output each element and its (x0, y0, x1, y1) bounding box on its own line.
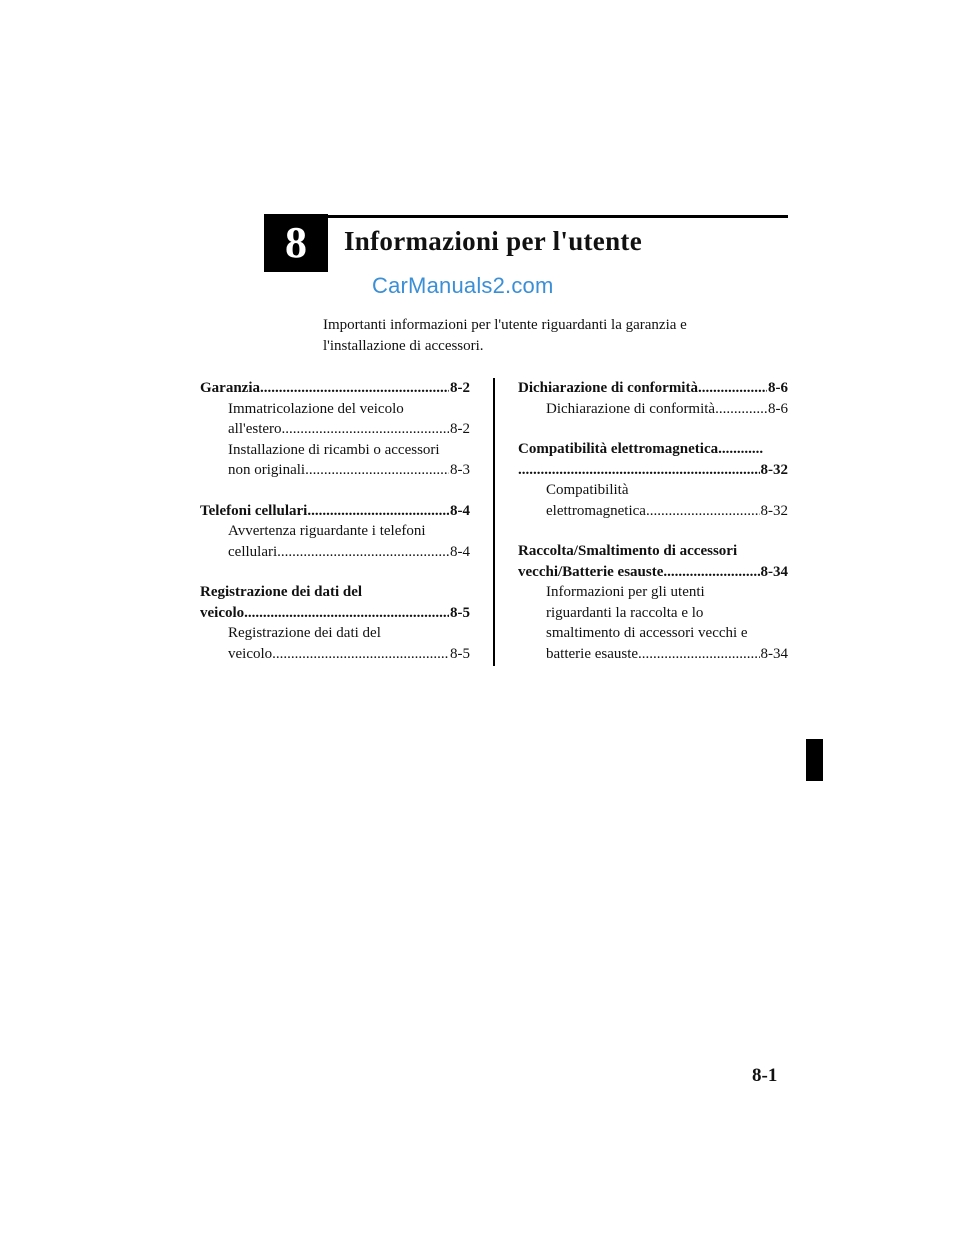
toc-page: 8-5 (450, 645, 470, 662)
toc-page: 8-2 (450, 421, 470, 437)
toc-entry-avvertenza[interactable]: Avvertenza riguardante i telefoni cellulari ..... 8-4 (200, 521, 470, 562)
page-number: 8-1 (752, 1065, 778, 1086)
toc-section-compatibilita[interactable]: Compatibilità elettromagnetica............ ..... 8-32 (518, 439, 788, 480)
toc-entry-immatricolazione[interactable]: Immatricolazione del veicolo all'estero ..... 8-2 (200, 399, 470, 440)
toc-section-dichiarazione[interactable] (518, 378, 788, 399)
toc-page: 8-34 (760, 563, 788, 580)
toc-section-title: Dichiarazione di conformità (518, 380, 698, 396)
watermark-text: CarManuals2.com (372, 273, 554, 298)
chapter-thumb-tab (806, 739, 823, 781)
intro-line-2: l'installazione di accessori. (323, 338, 484, 354)
toc-section-registrazione[interactable]: Registrazione dei dati del veicolo ..... 8-5 (200, 582, 470, 623)
chapter-rule (328, 215, 788, 218)
toc-left-column (200, 378, 470, 664)
toc-page: 8-32 (760, 461, 788, 478)
toc-entry-installazione[interactable]: Installazione di ricambi o accessori non originali ..... 8-3 (200, 440, 470, 481)
toc-section-raccolta[interactable]: Raccolta/Smaltimento di accessori vecchi/Batterie esauste ..... 8-34 (518, 541, 788, 582)
column-separator (493, 378, 495, 666)
toc-entry-registrazione[interactable]: Registrazione dei dati del veicolo ..... 8-5 (200, 623, 470, 664)
toc-section-title: Telefoni cellulari (200, 502, 308, 519)
toc-section-garanzia[interactable] (200, 378, 470, 399)
chapter-title: Informazioni per l'utente (344, 226, 642, 256)
toc-page: 8-2 (450, 380, 470, 396)
chapter-intro (323, 315, 783, 357)
toc-page: 8-6 (768, 380, 788, 396)
toc-page: 8-5 (450, 604, 470, 621)
toc-section-title: Garanzia (200, 380, 260, 396)
toc-page: 8-4 (450, 543, 470, 560)
chapter-number-box: 8 (264, 214, 328, 272)
toc-entry-compatibilita[interactable]: Compatibilità elettromagnetica ..... 8-32 (518, 480, 788, 521)
toc-entry-informazioni[interactable]: Informazioni per gli utenti riguardanti la raccolta e lo smaltimento di accessori vecchi e batterie esauste ..... 8-34 (518, 582, 788, 664)
toc-right-column (518, 378, 788, 664)
toc-page: 8-4 (450, 502, 470, 519)
toc-entry-dichiarazione[interactable]: Dichiarazione di conformità ..... 8-6 (518, 399, 788, 420)
intro-line-1: Importanti informazioni per l'utente riguardanti la garanzia e (323, 317, 687, 333)
toc-section-telefoni[interactable] (200, 501, 470, 522)
toc-page: 8-32 (760, 502, 788, 519)
toc-page: 8-6 (768, 400, 788, 417)
toc-page: 8-3 (450, 462, 470, 478)
toc-page: 8-34 (760, 645, 788, 662)
